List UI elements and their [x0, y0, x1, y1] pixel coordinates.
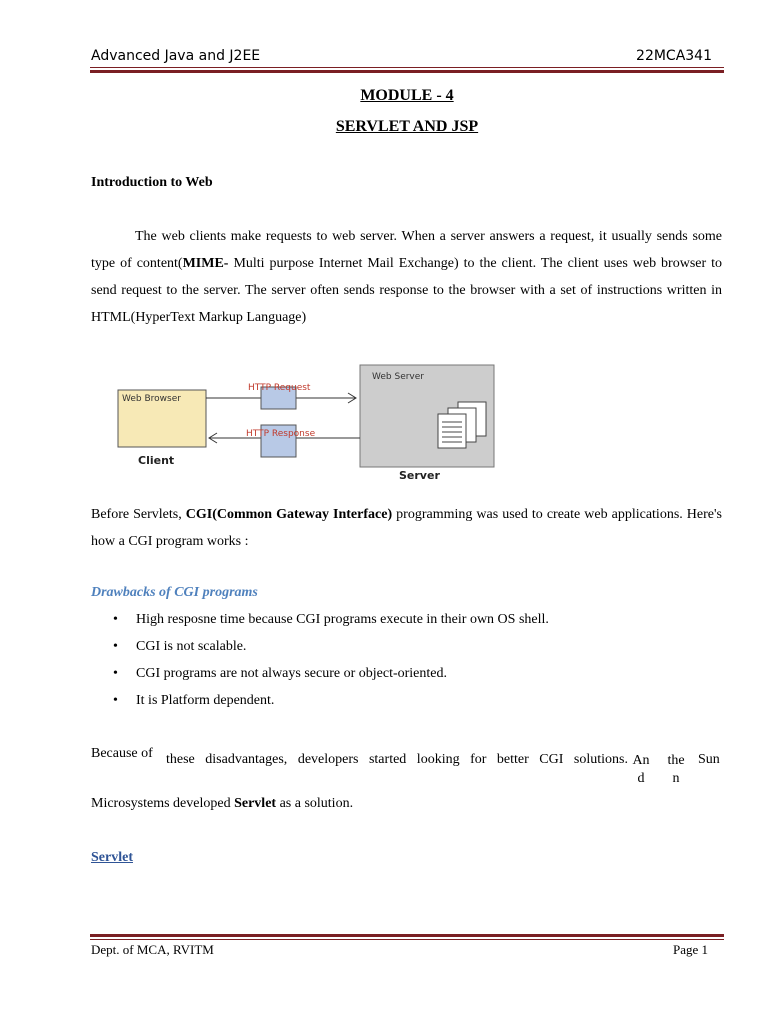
because-middle: these disadvantages, developers started looking for better CGI solutions.	[166, 752, 628, 767]
because-sun: the n	[667, 753, 685, 786]
client-server-diagram	[110, 360, 510, 485]
web-browser-label: Web Browser	[122, 394, 181, 404]
header-course: Advanced Java and J2EE	[91, 48, 261, 64]
list-item: • High resposne time because CGI programs execute in their own OS shell.	[113, 612, 549, 627]
footer-dept: Dept. of MCA, RVITM	[91, 942, 214, 957]
list-item: • CGI programs are not always secure or object-oriented.	[113, 666, 447, 681]
header-rule	[90, 67, 724, 68]
module-subtitle: SERVLET AND JSP	[335, 118, 479, 135]
http-request-label: HTTP Request	[248, 383, 311, 393]
because-line2: Microsystems developed Servlet as a solution.	[91, 796, 354, 811]
module-title: MODULE - 4	[360, 87, 454, 104]
footer-page: Page 1	[672, 942, 708, 957]
header-rule-thick	[90, 70, 724, 73]
intro-paragraph: The web clients make requests to web server. When a server answers a request, it usually sends some type of content(MIME- Multi purpose Internet Mail Exchange) to the client. The client uses web browser to send request to the server. The server often sends response to the browser with a set of instructions written in HTML(HyperText Markup Language)	[91, 229, 723, 325]
client-label: Client	[138, 454, 175, 467]
footer-rule	[90, 939, 724, 940]
list-item: • CGI is not scalable.	[113, 639, 247, 654]
web-server-label: Web Server	[372, 372, 424, 382]
header-code: 22MCA341	[636, 48, 712, 64]
http-response-label: HTTP Response	[246, 429, 316, 439]
because-and: An d	[632, 753, 650, 786]
drawbacks-heading: Drawbacks of CGI programs	[91, 585, 258, 600]
intro-heading: Introduction to Web	[91, 175, 213, 190]
footer-rule-thick	[90, 934, 724, 937]
servlet-heading[interactable]: Servlet	[91, 850, 133, 865]
server-label: Server	[399, 469, 440, 482]
cgi-paragraph: Before Servlets, CGI(Common Gateway Interface) programming was used to create web applications. Here's how a CGI program works :	[91, 507, 722, 549]
because-word: Because of	[91, 746, 153, 761]
list-item: • It is Platform dependent.	[113, 693, 275, 708]
because-sun-word: Sun	[698, 752, 720, 767]
drawbacks-list	[91, 610, 549, 718]
